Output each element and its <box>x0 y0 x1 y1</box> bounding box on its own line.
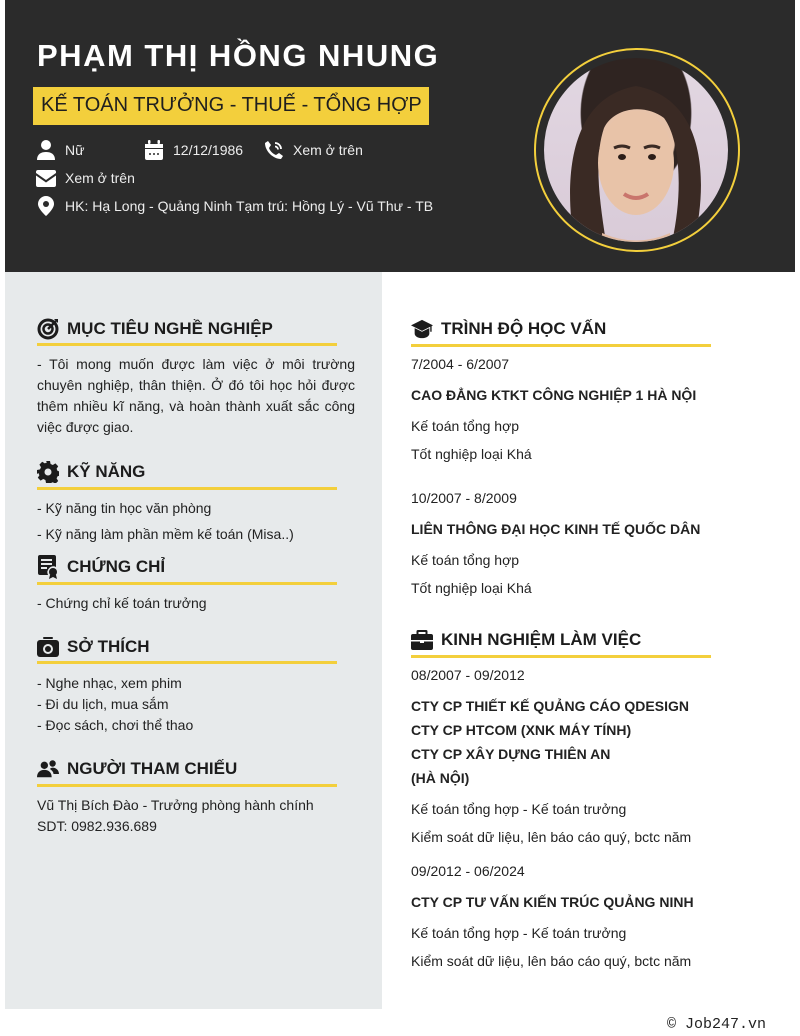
gender-value: Nữ <box>65 142 85 158</box>
section-title-hobbies <box>37 636 150 658</box>
calendar-icon <box>143 139 165 161</box>
experience-company: CTY CP XÂY DỰNG THIÊN AN <box>411 746 611 762</box>
experience-title: KINH NGHIỆM LÀM VIỆC <box>441 630 642 649</box>
objective-title: MỤC TIÊU NGHỀ NGHIỆP <box>67 319 273 338</box>
target-icon <box>37 318 59 340</box>
section-title-references <box>37 758 237 780</box>
education-underline <box>411 344 711 347</box>
phone-value: Xem ở trên <box>293 142 363 158</box>
birthday-value: 12/12/1986 <box>173 142 244 158</box>
user-icon <box>35 139 57 161</box>
gender-item <box>35 139 143 161</box>
experience-period: 08/2007 - 09/2012 <box>411 667 525 683</box>
education-result: Tốt nghiệp loại Khá <box>411 446 532 462</box>
info-row-1 <box>35 139 363 161</box>
hobbies-title: SỞ THÍCH <box>67 637 150 656</box>
references-title: NGƯỜI THAM CHIẾU <box>67 759 238 778</box>
experience-company: CTY CP THIẾT KẾ QUẢNG CÁO QDESIGN <box>411 698 689 714</box>
address-item <box>35 195 433 217</box>
section-title-skills <box>37 461 145 483</box>
experience-position: Kế toán tổng hợp - Kế toán trưởng <box>411 801 627 817</box>
education-school: CAO ĐẲNG KTKT CÔNG NGHIỆP 1 HÀ NỘI <box>411 387 697 403</box>
certificates-underline <box>37 582 337 585</box>
education-school: LIÊN THÔNG ĐẠI HỌC KINH TẾ QUỐC DÂN <box>411 521 701 537</box>
hobbies-underline <box>37 661 337 664</box>
email-value: Xem ở trên <box>65 170 135 186</box>
experience-period: 09/2012 - 06/2024 <box>411 863 525 879</box>
experience-description: Kiểm soát dữ liệu, lên báo cáo quý, bctc năm <box>411 953 692 969</box>
skill-item: - Kỹ năng tin học văn phòng <box>37 500 212 516</box>
skills-title: KỸ NĂNG <box>67 462 146 481</box>
education-title: TRÌNH ĐỘ HỌC VẤN <box>441 319 607 338</box>
education-result: Tốt nghiệp loại Khá <box>411 580 532 596</box>
experience-underline <box>411 655 711 658</box>
education-period: 10/2007 - 8/2009 <box>411 490 517 506</box>
candidate-name: PHẠM THỊ HỒNG NHUNG <box>37 38 440 73</box>
certificates-title: CHỨNG CHỈ <box>67 557 166 576</box>
experience-description: Kiểm soát dữ liệu, lên báo cáo quý, bctc năm <box>411 829 692 845</box>
copyright-footer: © Job247.vn <box>667 1016 767 1033</box>
graduation-cap-icon <box>411 318 433 340</box>
objective-underline <box>37 343 337 346</box>
email-item <box>35 167 135 189</box>
phone-item <box>263 139 363 161</box>
briefcase-icon <box>411 629 433 651</box>
address-value: HK: Hạ Long - Quảng Ninh Tạm trú: Hồng Lý - Vũ Thư - TB <box>65 198 434 214</box>
section-title-experience <box>411 629 641 651</box>
certificate-item: - Chứng chỉ kế toán trưởng <box>37 595 207 611</box>
phone-icon <box>263 139 285 161</box>
job-title-banner: KẾ TOÁN TRƯỞNG - THUẾ - TỔNG HỢP <box>33 87 429 125</box>
hobby-item: - Nghe nhạc, xem phim <box>37 675 182 691</box>
section-title-objective <box>37 318 273 340</box>
education-major: Kế toán tổng hợp <box>411 418 520 434</box>
reference-item: SDT: 0982.936.689 <box>37 818 157 834</box>
experience-position: Kế toán tổng hợp - Kế toán trưởng <box>411 925 627 941</box>
birthday-item <box>143 139 263 161</box>
education-period: 7/2004 - 6/2007 <box>411 356 510 372</box>
users-icon <box>37 758 59 780</box>
camera-icon <box>37 636 59 658</box>
reference-item: Vũ Thị Bích Đào - Trưởng phòng hành chính <box>37 797 314 813</box>
section-title-certificates <box>37 556 165 578</box>
skills-underline <box>37 487 337 490</box>
envelope-icon <box>35 167 57 189</box>
location-pin-icon <box>35 195 57 217</box>
objective-text: - Tôi mong muốn được làm việc ở môi trường chuyên nghiệp, thân thiện. Ở đó tôi học hỏi được thêm nhiều kĩ năng, và hoàn thành xuất sắc công việc được giao. <box>37 356 355 435</box>
experience-company: CTY CP TƯ VẤN KIẾN TRÚC QUẢNG NINH <box>411 894 694 910</box>
avatar-photo <box>544 58 728 242</box>
hobby-item: - Đọc sách, chơi thể thao <box>37 717 194 733</box>
section-title-education <box>411 318 606 340</box>
experience-company: CTY CP HTCOM (XNK MÁY TÍNH) <box>411 722 632 738</box>
hobby-item: - Đi du lịch, mua sắm <box>37 696 169 712</box>
cv-header <box>5 0 795 272</box>
gear-icon <box>37 461 59 483</box>
experience-company: (HÀ NỘI) <box>411 770 470 786</box>
certificate-icon <box>37 556 59 578</box>
references-underline <box>37 784 337 787</box>
education-major: Kế toán tổng hợp <box>411 552 520 568</box>
skill-item: - Kỹ năng làm phần mềm kế toán (Misa..) <box>37 526 294 542</box>
